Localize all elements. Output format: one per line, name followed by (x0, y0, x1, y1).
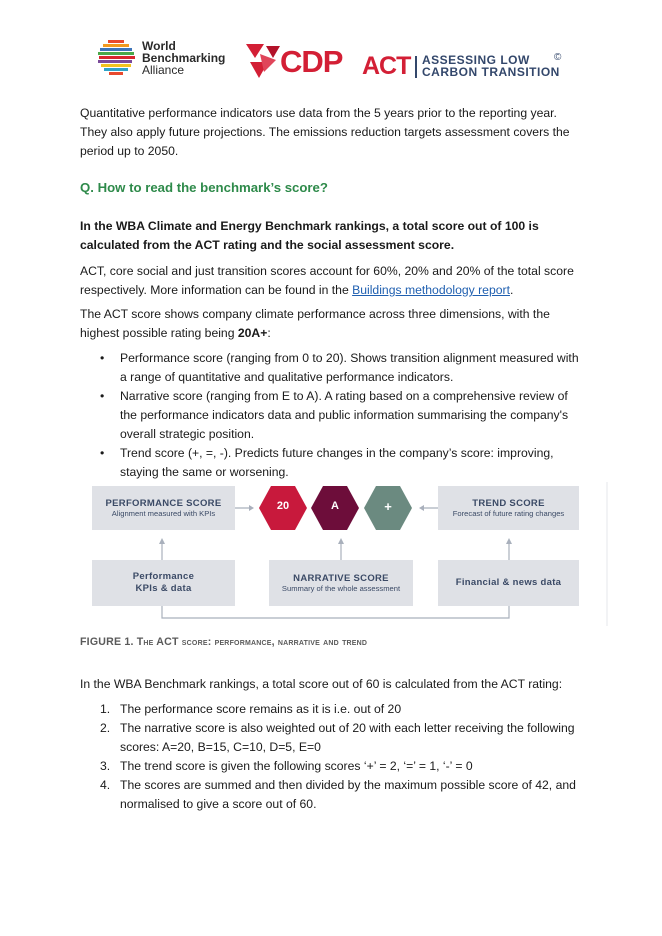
methodology-link[interactable]: Buildings methodology report (352, 283, 510, 297)
list-item: 4. The scores are summed and then divided by the maximum possible score of 42, and normalised to give a score out of 60. (100, 778, 576, 811)
scoring-section (80, 675, 580, 814)
logo-header (98, 38, 568, 84)
kpis-box: Performance KPIs & data (92, 560, 235, 606)
list-item: 3. The trend score is given the following scores ‘+’ = 2, ‘=’ = 1, ‘-’ = 0 (100, 759, 473, 773)
performance-hex-label: 20 (276, 500, 290, 512)
list-item: • Performance score (ranging from 0 to 20). Shows transition alignment measured with a range of quantitative and qualitative performance indicators. (80, 349, 580, 387)
figure-caption: FIGURE 1. The ACT score: performance, narrative and trend (80, 636, 368, 648)
performance-score-box: PERFORMANCE SCORE Alignment measured with KPIs (92, 486, 235, 530)
act-intro-paragraph: The ACT score shows company climate performance across three dimensions, with the highest possible rating being 20A+: (80, 307, 550, 340)
act-logo: ACT ASSESSING LOW CARBON TRANSITION © (362, 52, 562, 80)
scoring-intro: In the WBA Benchmark rankings, a total score out of 60 is calculated from the ACT rating: (80, 677, 563, 691)
bold-paragraph: In the WBA Climate and Energy Benchmark rankings, a total score out of 100 is calculated from the ACT rating and the social assessment score. (80, 219, 539, 252)
trend-hex-label: + (384, 499, 392, 514)
document-body (80, 104, 580, 482)
wba-mark-icon (98, 38, 138, 78)
list-item: 2. The narrative score is also weighted out of 20 with each letter receiving the following scores: A=20, B=15, C=10, D=5, E=0 (100, 721, 575, 754)
cdp-mark-icon (246, 44, 280, 80)
narrative-hex-label: A (331, 500, 339, 512)
act-score-diagram (80, 478, 608, 628)
trend-score-box: TREND SCORE Forecast of future rating changes (438, 486, 579, 530)
dimension-list (80, 349, 580, 482)
cdp-logo: CDP (246, 42, 344, 80)
scoring-list (80, 700, 580, 814)
wba-logo-text: World Benchmarking Alliance (142, 39, 226, 77)
financial-news-box: Financial & news data (438, 560, 579, 606)
wba-logo (98, 38, 238, 82)
intro-paragraph: Quantitative performance indicators use data from the 5 years prior to the reporting year. They also apply future projections. The emissions reduction targets assessment covers the period up to 2050. (80, 106, 570, 158)
section-heading: Q. How to read the benchmark’s score? (80, 180, 328, 195)
weights-paragraph: ACT, core social and just transition scores account for 60%, 20% and 20% of the total score respectively. More information can be found in the Buildings methodology report. (80, 264, 574, 297)
list-item: • Narrative score (ranging from E to A). A rating based on a comprehensive review of the performance indicators data and public information summarising the company's overall strategic position. (80, 387, 580, 444)
list-item: • Trend score (+, =, -). Predicts future changes in the company’s score: improving, staying the same or worsening. (80, 444, 580, 482)
list-item: 1. The performance score remains as it is i.e. out of 20 (100, 702, 402, 716)
narrative-score-box: NARRATIVE SCORE Summary of the whole assessment (269, 560, 413, 606)
